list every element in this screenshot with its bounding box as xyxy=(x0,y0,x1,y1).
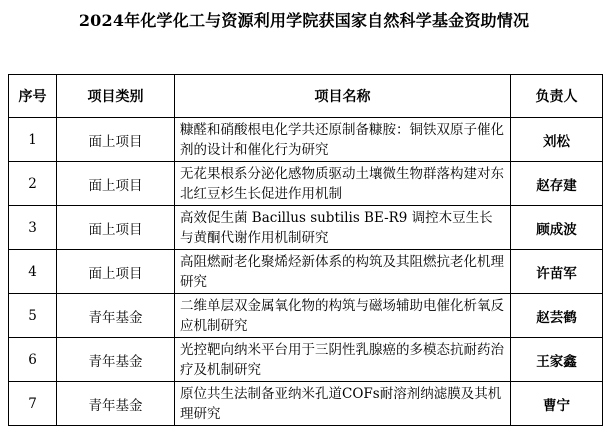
header-seq: 序号 xyxy=(9,75,57,118)
page-title: 2024年化学化工与资源利用学院获国家自然科学基金资助情况 xyxy=(78,11,530,30)
row-project-name: 二维单层双金属氧化物的构筑与磁场辅助电催化析氧反应机制研究 xyxy=(175,294,511,338)
row-seq: 7 xyxy=(9,382,57,426)
row-category: 面上项目 xyxy=(57,206,175,250)
row-project-name: 原位共生法制备亚纳米孔道COFs耐溶剂纳滤膜及其机理研究 xyxy=(175,382,511,426)
row-lead: 刘松 xyxy=(511,118,603,162)
row-lead: 许苗军 xyxy=(511,250,603,294)
table-row xyxy=(9,338,603,382)
header-category: 项目类别 xyxy=(57,75,175,118)
table-header-row xyxy=(9,75,603,118)
row-lead: 曹宁 xyxy=(511,382,603,426)
row-project-name: 高阻燃耐老化聚烯烃新体系的构筑及其阻燃抗老化机理研究 xyxy=(175,250,511,294)
row-seq: 6 xyxy=(9,338,57,382)
table-row xyxy=(9,162,603,206)
funding-table xyxy=(8,74,603,426)
row-lead: 赵存建 xyxy=(511,162,603,206)
row-seq: 2 xyxy=(9,162,57,206)
row-seq: 1 xyxy=(9,118,57,162)
header-lead: 负责人 xyxy=(511,75,603,118)
header-name: 项目名称 xyxy=(175,75,511,118)
row-lead: 王家鑫 xyxy=(511,338,603,382)
row-category: 青年基金 xyxy=(57,294,175,338)
row-project-name: 高效促生菌 Bacillus subtilis BE-R9 调控木豆生长与黄酮代谢作用机制研究 xyxy=(175,206,511,250)
row-project-name: 光控靶向纳米平台用于三阴性乳腺癌的多模态抗耐药治疗及机制研究 xyxy=(175,338,511,382)
row-category: 青年基金 xyxy=(57,338,175,382)
row-project-name: 无花果根系分泌化感物质驱动土壤微生物群落构建对东北红豆杉生长促进作用机制 xyxy=(175,162,511,206)
table-row xyxy=(9,118,603,162)
row-lead: 赵芸鹤 xyxy=(511,294,603,338)
table-row xyxy=(9,206,603,250)
row-category: 面上项目 xyxy=(57,118,175,162)
table-row xyxy=(9,294,603,338)
row-seq: 4 xyxy=(9,250,57,294)
table-row xyxy=(9,250,603,294)
row-category: 面上项目 xyxy=(57,162,175,206)
row-seq: 3 xyxy=(9,206,57,250)
row-seq: 5 xyxy=(9,294,57,338)
row-category: 青年基金 xyxy=(57,382,175,426)
table-row xyxy=(9,382,603,426)
row-project-name: 糠醛和硝酸根电化学共还原制备糠胺：铜铁双原子催化剂的设计和催化行为研究 xyxy=(175,118,511,162)
row-lead: 顾成波 xyxy=(511,206,603,250)
row-category: 面上项目 xyxy=(57,250,175,294)
